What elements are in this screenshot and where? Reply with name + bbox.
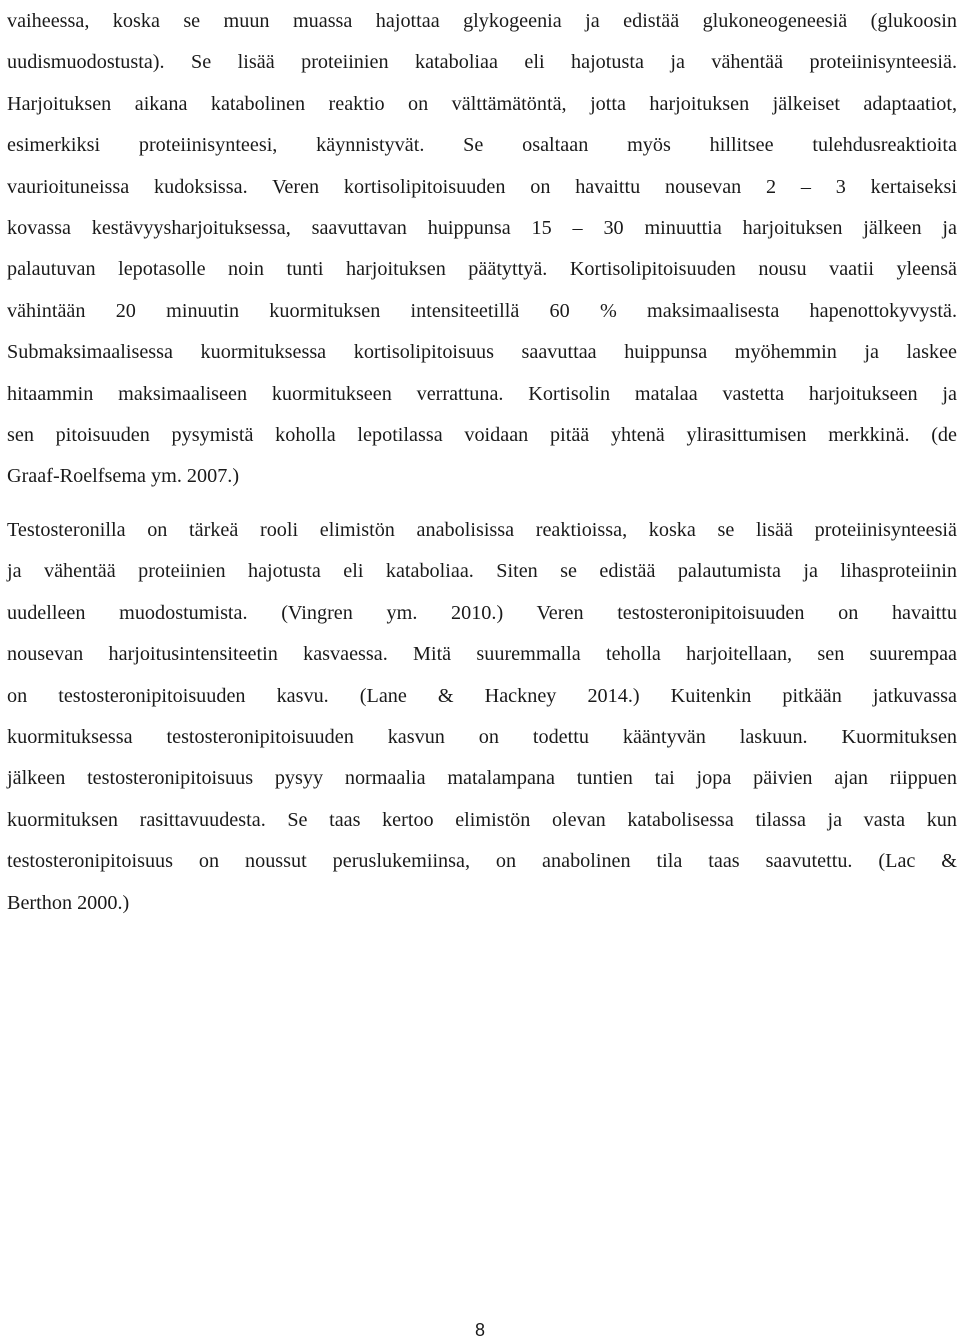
text-line: Testosteronilla on tärkeä rooli elimistön anabolisissa reaktioissa, koska se lisää proteiinisynteesiä (7, 519, 957, 541)
text-line: hitaammin maksimaaliseen kuormitukseen verrattuna. Kortisolin matalaa vastetta harjoitukseen ja (7, 382, 957, 405)
text-line: Graaf-Roelfsema ym. 2007.) (7, 465, 240, 488)
text-line: kovassa kestävyysharjoituksessa, saavuttavan huippunsa 15 – 30 minuuttia harjoituksen jälkeen ja (7, 217, 957, 239)
text-line: Submaksimaalisessa kuormituksessa kortisolipitoisuus saavuttaa huippunsa myöhemmin ja laskee (7, 341, 957, 364)
text-line: palautuvan lepotasolle noin tunti harjoituksen päätyttyä. Kortisolipitoisuuden nousu vaatii yleensä (7, 258, 957, 281)
text-line: uudismuodostusta). Se lisää proteiinien kataboliaa eli hajotusta ja vähentää proteiinisynteesiä. (7, 51, 957, 74)
text-line: Harjoituksen aikana katabolinen reaktio on välttämätöntä, jotta harjoituksen jälkeiset adaptaatiot, (7, 92, 957, 115)
page-number: 8 (474, 1320, 485, 1340)
text-line: kuormituksessa testosteronipitoisuuden kasvun on todettu kääntyvän laskuun. Kuormituksen (7, 726, 957, 748)
text-line: uudelleen muodostumista. (Vingren ym. 2010.) Veren testosteronipitoisuuden on havaittu (7, 601, 957, 624)
text-line: vähintään 20 minuutin kuormituksen intensiteetillä 60 % maksimaalisesta hapenottokyvystä. (7, 299, 957, 322)
text-line: on testosteronipitoisuuden kasvu. (Lane & Hackney 2014.) Kuitenkin pitkään jatkuvassa (7, 684, 957, 707)
text-line: jälkeen testosteronipitoisuus pysyy normaalia matalampana tuntien tai jopa päivien ajan riippuen (7, 767, 957, 790)
text-line: Berthon 2000.) (7, 891, 130, 914)
text-line: kuormituksen rasittavuudesta. Se taas kertoo elimistön olevan katabolisessa tilassa ja vasta kun (7, 808, 957, 831)
text-line: vaurioituneissa kudoksissa. Veren kortisolipitoisuuden on havaittu nousevan 2 – 3 kertaiseksi (7, 175, 957, 198)
text-line: ja vähentää proteiinien hajotusta eli kataboliaa. Siten se edistää palautumista ja lihasproteiinin (7, 560, 957, 583)
text-line: sen pitoisuuden pysymistä koholla lepotilassa voidaan pitää yhtenä ylirasittumisen merkkinä. (de (7, 424, 957, 446)
text-line: vaiheessa, koska se muun muassa hajottaa glykogeenia ja edistää glukoneogeneesiä (glukoosin (7, 10, 957, 32)
text-line: esimerkiksi proteiinisynteesi, käynnistyvät. Se osaltaan myös hillitsee tulehdusreaktioita (7, 134, 957, 157)
text-line: testosteronipitoisuus on noussut peruslukemiinsa, on anabolinen tila taas saavutettu. (Lac & (7, 850, 957, 873)
text-line: nousevan harjoitusintensiteetin kasvaessa. Mitä suuremmalla teholla harjoitellaan, sen suurempaa (7, 643, 957, 666)
